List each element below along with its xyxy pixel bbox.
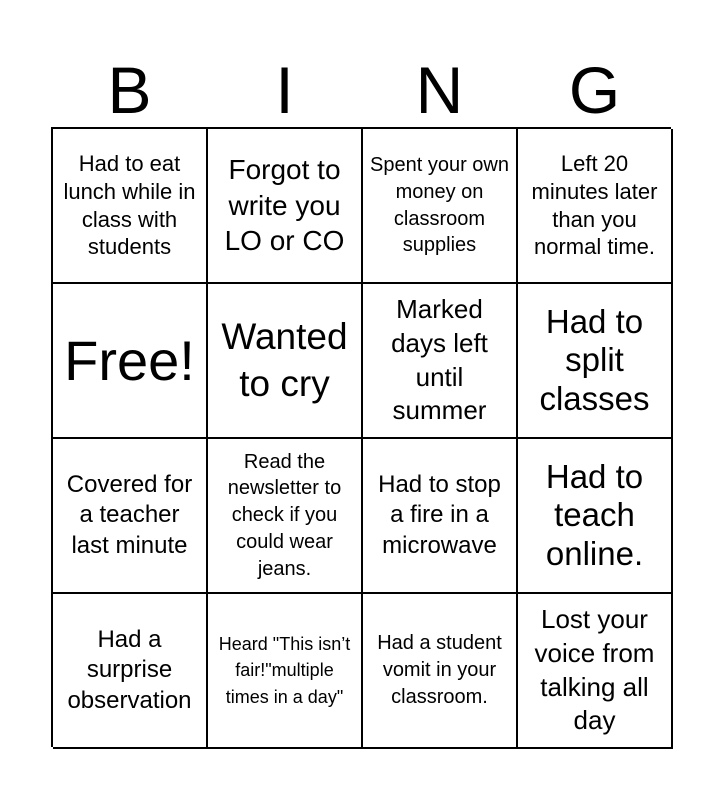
bingo-cell-r4c2[interactable]	[208, 594, 363, 749]
cell-text: Lost your voice from talking all day	[534, 603, 655, 736]
cell-text: Wanted to cry	[221, 316, 348, 404]
bingo-cell-r4c4[interactable]	[518, 594, 673, 749]
cell-text: Had to stop a fire in a microwave	[378, 470, 501, 559]
bingo-cell-r3c3[interactable]	[363, 439, 518, 594]
cell-text: Spent your own money on classroom supplies	[370, 153, 509, 257]
cell-text: Heard "This isn’t fair!"multiple times in a day"	[218, 634, 351, 707]
free-space-label: Free!	[64, 328, 195, 392]
cell-text: Left 20 minutes later than you normal time.	[531, 150, 658, 260]
bingo-cell-r1c2[interactable]	[208, 129, 363, 284]
cell-text: Read the newsletter to check if you could wear jeans.	[227, 450, 342, 580]
cell-text: Had a surprise observation	[67, 625, 192, 714]
bingo-cell-r2c4[interactable]	[518, 284, 673, 439]
bingo-cell-r3c4[interactable]	[518, 439, 673, 594]
bingo-cell-r3c2[interactable]	[208, 439, 363, 594]
bingo-cell-r1c3[interactable]	[363, 129, 518, 284]
bingo-cell-r1c4[interactable]	[518, 129, 673, 284]
header-letter-g: G	[568, 53, 621, 127]
bingo-cell-r3c1[interactable]	[53, 439, 208, 594]
header-letter-i: I	[275, 53, 294, 127]
bingo-cell-r2c2[interactable]	[208, 284, 363, 439]
bingo-board	[51, 127, 671, 747]
bingo-cell-r4c1[interactable]	[53, 594, 208, 749]
bingo-header	[52, 52, 672, 128]
cell-text: Marked days left until summer	[391, 293, 488, 426]
bingo-cell-r4c3[interactable]	[363, 594, 518, 749]
cell-text: Forgot to write you LO or CO	[224, 153, 345, 257]
cell-text: Had to split classes	[539, 302, 650, 417]
bingo-cell-r2c3[interactable]	[363, 284, 518, 439]
header-letter-b: B	[107, 53, 152, 127]
cell-text: Covered for a teacher last minute	[66, 470, 193, 559]
cell-text: Had a student vomit in your classroom.	[377, 632, 502, 708]
bingo-cell-r1c1[interactable]	[53, 129, 208, 284]
bingo-cell-free[interactable]	[53, 284, 208, 439]
header-letter-n: N	[415, 53, 464, 127]
cell-text: Had to teach online.	[545, 457, 644, 572]
cell-text: Had to eat lunch while in class with students	[63, 150, 196, 260]
